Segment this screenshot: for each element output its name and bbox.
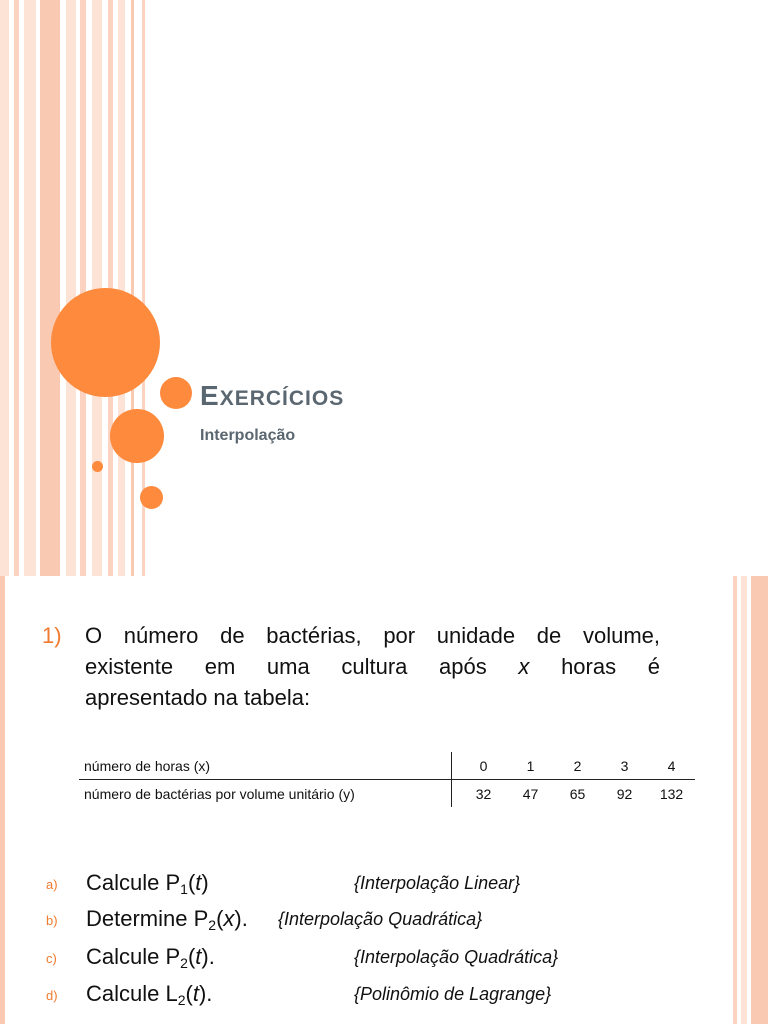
- item-text: Calcule $P_1(t)$: [86, 870, 209, 897]
- decorative-stripe: [0, 576, 5, 1024]
- item-letter: a): [46, 877, 58, 892]
- question-line: O número de bactérias, por unidade de volume,: [85, 623, 660, 648]
- decorative-stripe: [131, 0, 134, 576]
- decorative-stripe: [741, 576, 747, 1024]
- table-row: [79, 752, 695, 780]
- decorative-circle-small: [140, 486, 163, 509]
- decorative-circle-tiny: [92, 461, 103, 472]
- item-hint: {Polinômio de Lagrange}: [354, 984, 552, 1004]
- decorative-stripe: [40, 0, 60, 576]
- table-cell: 47: [522, 785, 539, 802]
- decorative-stripe: [24, 0, 36, 576]
- table-cell: 32: [475, 785, 492, 802]
- question-text: [85, 620, 660, 713]
- decorative-stripe: [0, 0, 9, 576]
- decorative-circle-medium: [110, 409, 164, 463]
- table-cell: 1: [507, 752, 554, 780]
- item-hint: {Interpolação Quadrática}: [354, 947, 559, 967]
- decorative-stripe: [80, 0, 86, 576]
- decorative-stripe: [751, 576, 768, 1024]
- row-label: número de bactérias por volume unitário (y): [84, 785, 355, 802]
- table-cell: 4: [648, 752, 695, 780]
- question-number: 1): [42, 623, 62, 648]
- item-letter: c): [46, 951, 57, 966]
- slide-title: EXERCÍCIOS: [200, 380, 345, 411]
- question-line: existente em uma cultura após x horas é: [85, 654, 660, 679]
- item-text: Determine $P_2(x)$.: [86, 906, 248, 933]
- decorative-stripe: [118, 0, 125, 576]
- decorative-circle-small: [160, 377, 192, 409]
- item-letter: b): [46, 913, 58, 928]
- item-text: Calcule $P_2(t)$.: [86, 944, 215, 971]
- item-hint: {Interpolação Quadrática}: [278, 909, 483, 929]
- question-1: [42, 620, 660, 713]
- bacteria-table: [79, 752, 695, 807]
- table-cell: 2: [554, 752, 601, 780]
- question-line: apresentado na tabela:: [85, 685, 311, 710]
- decorative-stripe: [66, 0, 76, 576]
- item-hint: {Interpolação Linear}: [354, 873, 521, 893]
- item-letter: d): [46, 988, 58, 1003]
- table-cell: 3: [601, 752, 648, 780]
- table-cell: 92: [616, 785, 633, 802]
- table-cell: 132: [659, 785, 684, 802]
- table-cell: 0: [460, 752, 507, 780]
- decorative-stripe: [14, 0, 19, 576]
- table-cell: 65: [569, 785, 586, 802]
- table-row: [79, 780, 695, 808]
- item-text: Calcule $L_2(t)$.: [86, 981, 213, 1008]
- decorative-circle-large: [51, 288, 160, 397]
- row-label: número de horas (x): [79, 752, 452, 780]
- decorative-stripe: [733, 576, 737, 1024]
- slide-subtitle: Interpolação: [200, 427, 296, 444]
